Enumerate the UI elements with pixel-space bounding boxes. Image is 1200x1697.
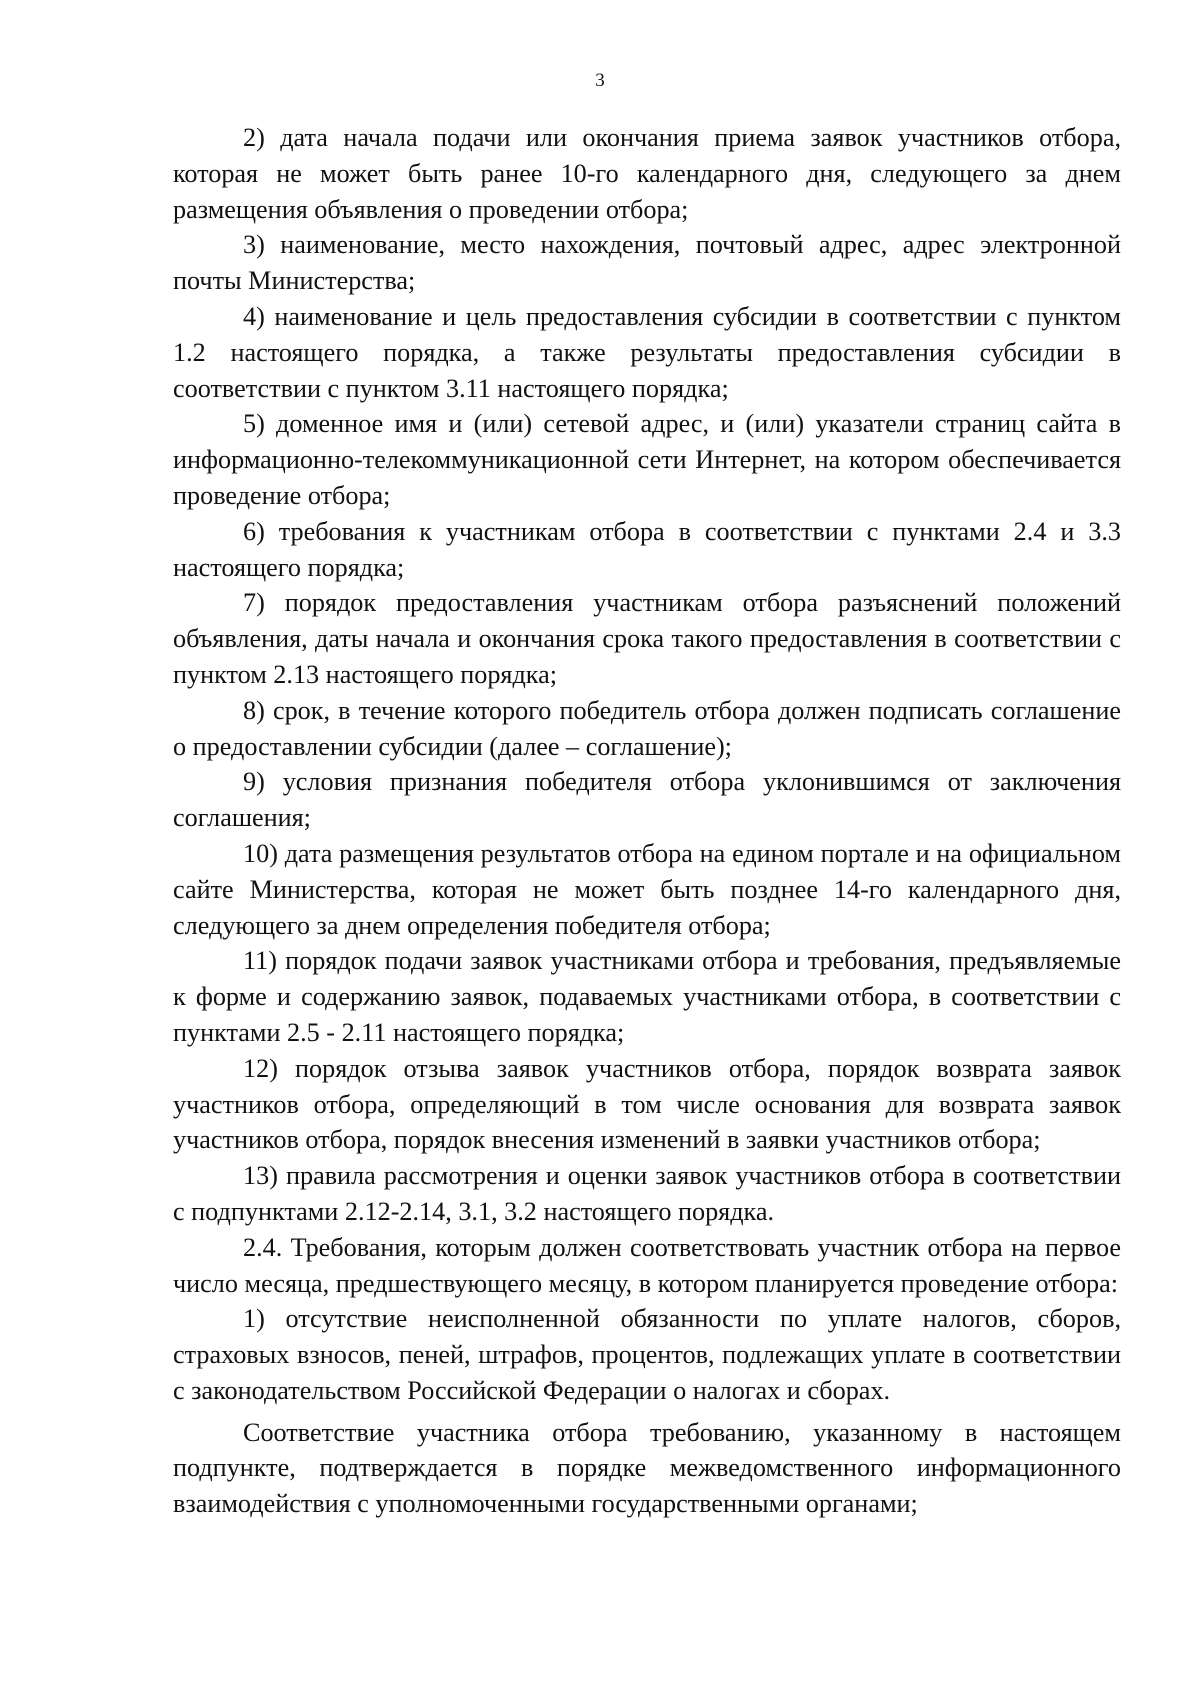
paragraph: 7) порядок предоставления участникам отбора разъяснений положений объявления, даты начала и окончания срока такого предоставления в соответствии с пунктом 2.13 настоящего порядка;: [173, 588, 1121, 689]
paragraph: 12) порядок отзыва заявок участников отбора, порядок возврата заявок участников отбора, определяющий в том числе основания для возврата заявок участников отбора, порядок внесения изменений в заявки участников отбора;: [173, 1053, 1121, 1155]
paragraph: 5) доменное имя и (или) сетевой адрес, и (или) указатели страниц сайта в информационно-телекоммуникационной сети Интернет, на котором обеспечивается проведение отбора;: [173, 409, 1121, 510]
paragraph: 1) отсутствие неисполненной обязанности по уплате налогов, сборов, страховых взносов, пеней, штрафов, процентов, подлежащих уплате в соответствии с законодательством Российской Федерации о налогах и сборах.: [173, 1304, 1121, 1405]
paragraph: 13) правила рассмотрения и оценки заявок участников отбора в соответствии с подпунктами 2.12-2.14, 3.1, 3.2 настоящего порядка.: [173, 1161, 1121, 1226]
paragraph: 6) требования к участникам отбора в соответствии с пунктами 2.4 и 3.3 настоящего порядка;: [173, 516, 1121, 582]
paragraph: 2.4. Требования, которым должен соответствовать участник отбора на первое число месяца, предшествующего месяцу, в котором планируется проведение отбора:: [173, 1232, 1121, 1298]
paragraph: 9) условия признания победителя отбора уклонившимся от заключения соглашения;: [173, 767, 1121, 833]
paragraph: 8) срок, в течение которого победитель отбора должен подписать соглашение о предоставлении субсидии (далее – соглашение);: [173, 695, 1121, 761]
paragraph: 11) порядок подачи заявок участниками отбора и требования, предъявляемые к форме и содержанию заявок, подаваемых участниками отбора, в соответствии с пунктами 2.5 - 2.11 настоящего порядка;: [173, 946, 1121, 1047]
document-body: [173, 120, 1121, 1522]
paragraph: 2) дата начала подачи или окончания приема заявок участников отбора, которая не может быть ранее 10-го календарного дня, следующего за днем размещения объявления о проведении отбора;: [173, 123, 1121, 224]
paragraph: Соответствие участника отбора требованию, указанному в настоящем подпункте, подтверждается в порядке межведомственного информационного взаимодействия с уполномоченными государственными органами;: [173, 1417, 1121, 1519]
paragraph: 3) наименование, место нахождения, почтовый адрес, адрес электронной почты Министерства;: [173, 230, 1121, 296]
page-number: 3: [595, 70, 605, 91]
paragraph: 10) дата размещения результатов отбора на едином портале и на официальном сайте Министерства, которая не может быть позднее 14-го календарного дня, следующего за днем определения победителя отбора;: [173, 838, 1121, 940]
paragraph: 4) наименование и цель предоставления субсидии в соответствии с пунктом 1.2 настоящего порядка, а также результаты предоставления субсидии в соответствии с пунктом 3.11 настоящего порядка;: [173, 301, 1121, 403]
